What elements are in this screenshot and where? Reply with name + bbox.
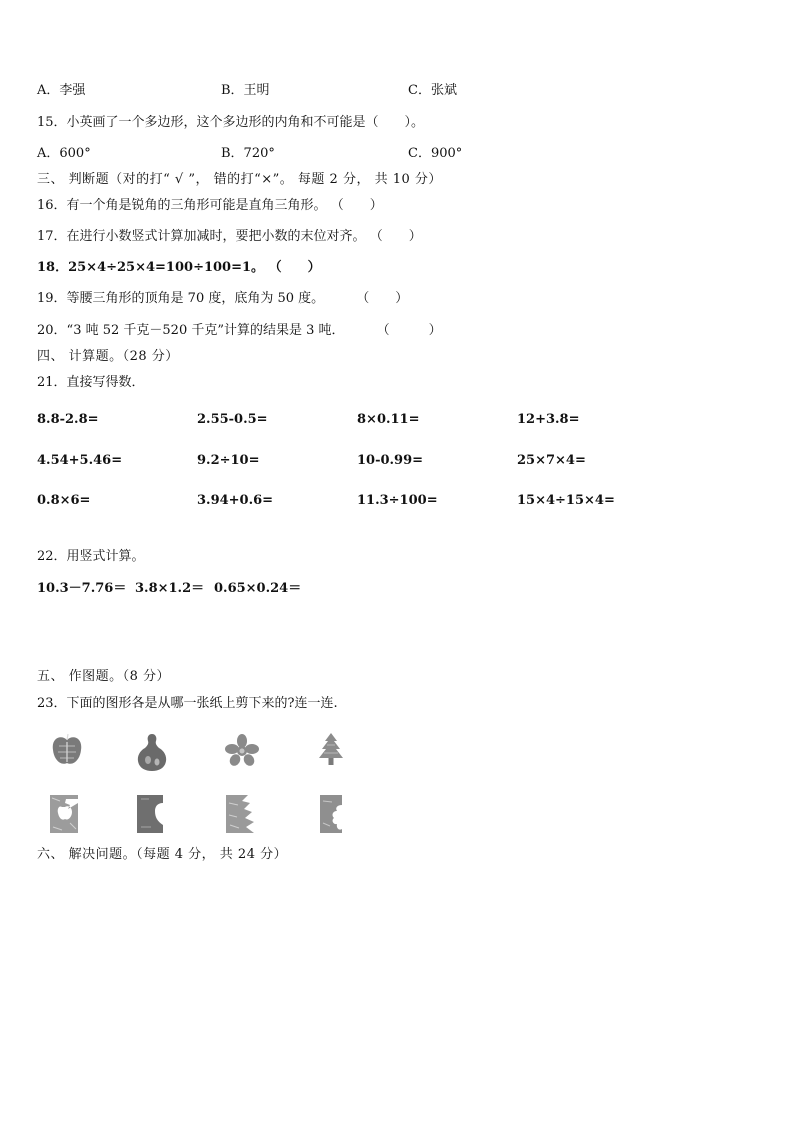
section3-title: 三、 判断题（对的打“ √ ”， 错的打“×”。 每题 2 分， 共 10 分） — [37, 172, 442, 187]
q16-answer-paren[interactable]: （ ） — [330, 198, 383, 213]
q21-item: 12+3.8= — [517, 412, 580, 427]
q17-answer-paren[interactable]: （ ） — [369, 229, 422, 244]
q22-item: 3.8×1.2＝ — [135, 581, 205, 596]
q21-item: 4.54+5.46= — [37, 453, 123, 468]
q14-option-c: C．张斌 — [408, 83, 457, 98]
paper-cut-apple-icon — [48, 793, 80, 835]
q15-option-a: A．600° — [37, 146, 91, 161]
q19-row — [37, 290, 408, 308]
tree-shape-icon — [315, 731, 347, 767]
q19-answer-paren[interactable]: （ ） — [356, 291, 409, 306]
apple-shape-icon — [49, 732, 85, 768]
section4-title: 四、 计算题。（28 分） — [37, 349, 179, 364]
q18-row — [37, 259, 321, 277]
q21-item: 8.8-2.8= — [37, 412, 99, 427]
paper-cut-tree-icon — [224, 793, 256, 835]
q22-item: 10.3－7.76＝ — [37, 581, 127, 596]
q21-item: 10-0.99= — [357, 453, 424, 468]
q15-option-b: B．720° — [221, 146, 275, 161]
q22-item: 0.65×0.24＝ — [214, 581, 302, 596]
q17-row — [37, 228, 422, 246]
q16-row — [37, 197, 383, 215]
paper-cut-flower-icon — [318, 793, 344, 835]
q21-item: 0.8×6= — [37, 493, 91, 508]
q22-title: 22．用竖式计算。 — [37, 549, 145, 564]
q21-item: 9.2÷10= — [197, 453, 260, 468]
q15-option-c: C．900° — [408, 146, 463, 161]
gourd-shape-icon — [135, 732, 169, 772]
section6-title: 六、 解决问题。（每题 4 分， 共 24 分） — [37, 847, 288, 862]
q16-text: 16．有一个角是锐角的三角形可能是直角三角形。 — [37, 198, 327, 213]
q21-item: 11.3÷100= — [357, 493, 438, 508]
q21-item: 2.55-0.5= — [197, 412, 268, 427]
q21-item: 8×0.11= — [357, 412, 420, 427]
q21-title: 21．直接写得数． — [37, 375, 145, 390]
q21-item: 25×7×4= — [517, 453, 586, 468]
q20-row — [37, 322, 442, 340]
q14-option-b: B．王明 — [221, 83, 270, 98]
q18-text: 18．25×4÷25×4=100÷100=1。 — [37, 260, 265, 275]
q20-text: 20．“3 吨 52 千克－520 千克”计算的结果是 3 吨． — [37, 323, 345, 338]
q14-option-a: A．李强 — [37, 83, 86, 98]
q18-answer-paren[interactable]: （ ） — [268, 260, 321, 275]
q23-title: 23．下面的图形各是从哪一张纸上剪下来的?连一连. — [37, 696, 338, 711]
paper-cut-gourd-icon — [135, 793, 165, 835]
flower-shape-icon — [224, 733, 260, 767]
q21-item: 15×4÷15×4= — [517, 493, 615, 508]
q15-text: 15．小英画了一个多边形，这个多边形的内角和不可能是（ ）。 — [37, 115, 425, 130]
q20-answer-paren[interactable]: （ ） — [376, 323, 442, 338]
q19-text: 19．等腰三角形的顶角是 70 度，底角为 50 度。 — [37, 291, 325, 306]
q17-text: 17．在进行小数竖式计算加减时，要把小数的末位对齐。 — [37, 229, 366, 244]
section5-title: 五、 作图题。（8 分） — [37, 669, 171, 684]
q21-item: 3.94+0.6= — [197, 493, 274, 508]
